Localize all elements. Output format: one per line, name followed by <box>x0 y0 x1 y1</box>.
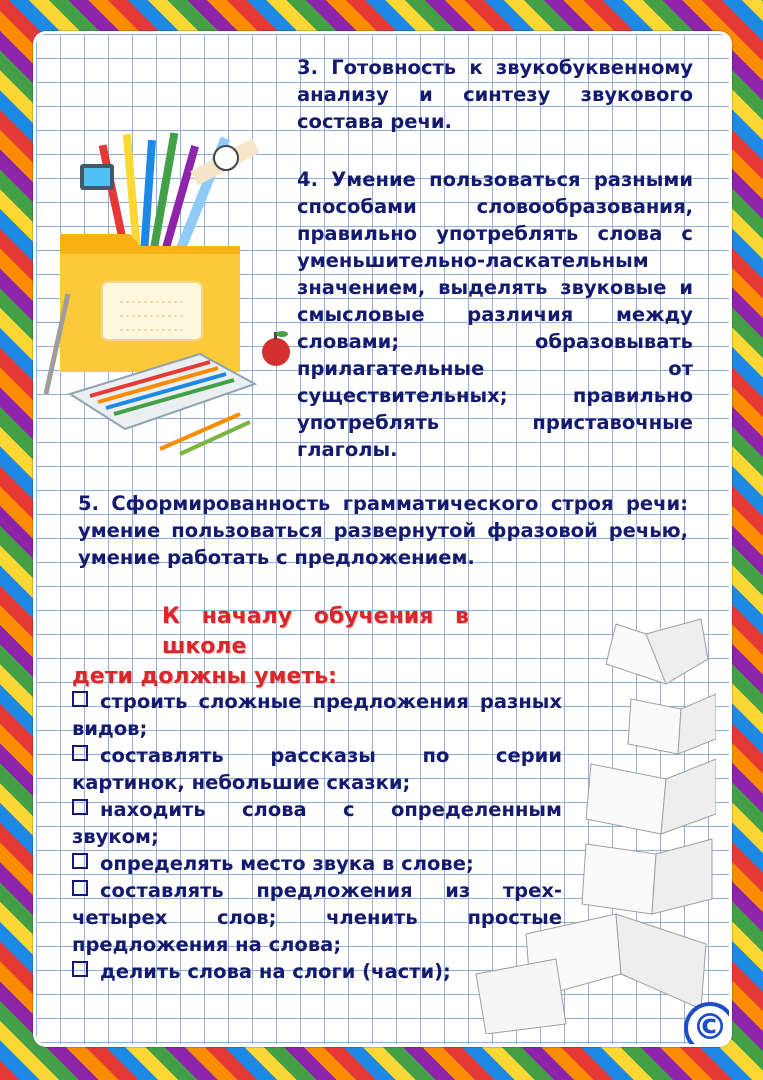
school-supplies-illustration <box>40 104 300 464</box>
section-4-text: 4. Умение пользоваться разными способами словообразования, правильно употреблять слова с уменьшительно-ласкательным значением, выделять звуковые и смысловые различия между словами; образовывать прилагательные от существительных; правильно употреблять приставочные глаголы. <box>297 168 693 461</box>
list-item-text: определять место звука в слове; <box>100 852 474 875</box>
list-item-text: делить слова на слоги (части); <box>100 960 451 983</box>
book-icon <box>582 839 712 914</box>
folder-icon <box>60 234 240 372</box>
section-5-text: 5. Сформированность грамматического строя речи: умение пользоваться развернутой фразовой речью, умение работать с предложением. <box>78 492 688 569</box>
list-item-text: находить слова с определенным звуком; <box>72 798 562 848</box>
book-icon <box>628 694 716 754</box>
section-3-text: 3. Готовность к звукобуквенному анализу и синтезу звукового состава речи. <box>297 56 693 133</box>
checkbox-square-icon <box>72 745 88 761</box>
copyright-icon: © <box>684 1002 729 1044</box>
list-item-text: составлять предложения из трех-четырех слов; членить простые предложения на слова; <box>72 879 562 956</box>
checkbox-square-icon <box>72 961 88 977</box>
book-icon <box>586 759 716 834</box>
apple-icon <box>262 331 290 366</box>
notebook-page <box>36 34 729 1044</box>
list-item-text: строить сложные предложения разных видов; <box>72 690 562 740</box>
section-5-grammar <box>78 490 688 571</box>
checkbox-square-icon <box>72 880 88 896</box>
section-3-readiness <box>297 54 693 135</box>
list-item-text: составлять рассказы по серии картинок, небольшие сказки; <box>72 744 562 794</box>
checkbox-square-icon <box>72 853 88 869</box>
section-4-word-formation <box>297 166 693 463</box>
checkbox-square-icon <box>72 799 88 815</box>
checkbox-square-icon <box>72 691 88 707</box>
book-icon <box>476 914 706 1034</box>
skills-heading-line-2: дети должны уметь: <box>72 664 337 689</box>
flying-books-illustration <box>416 614 716 1034</box>
skills-heading-line-1: К началу обучения в школе <box>162 604 469 659</box>
book-icon <box>606 619 708 684</box>
